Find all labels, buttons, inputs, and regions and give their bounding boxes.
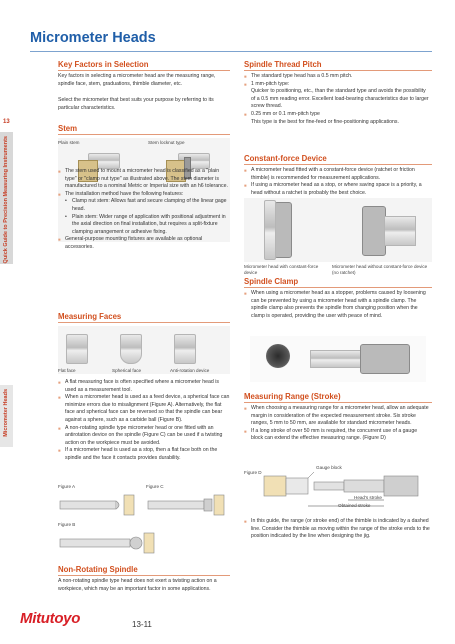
caption-plain-stem: Plain stem [58,140,80,145]
clamp-figure [250,336,426,382]
caption-without-constant-force: Micrometer head without constant-force device (no ratchet) [332,264,428,275]
gauge-block-label: Gauge block [316,465,342,470]
figure-b-diagram [58,530,168,556]
constant-force-bullet-2: ■ If using a micrometer head as a stop, or where saving space is a priority, a head without a ratchet is probably the best choice. [244,182,430,197]
anti-rotation-illustration [174,334,196,364]
caption-with-constant-force: Micrometer head with constant-force device [244,264,319,275]
stem-clamp-nut-point: • Clamp nut stem: Allows fast and secure clamping of the linear gage head. [58,198,230,213]
clamp-bullet-1: ■ When using a micrometer head as a stopper, problems caused by loosening can be prevented by using a micrometer head with a spindle clamp. The spindle clamp also prevents the spindle from changing position when the clamp is operated, providing the user with peace of mind. [244,290,430,320]
caption-flat-face: Flat face [58,368,76,373]
clamp-bullets [244,290,430,320]
non-rotating-text: A non-rotating spindle type head does not exert a twisting action on a workpiece, which may be an important factor in some applications. [58,578,217,592]
range-bullets [244,405,430,443]
clamp-sleeve-illustration [310,350,362,368]
head-stroke-label: Head's stroke [354,495,382,500]
figure-d-label: Figure D [244,470,262,475]
stem-rule [58,134,230,135]
faces-rule [58,322,230,323]
stem-plain-point: • Plain stem: Wider range of application with positional adjustment in the axial direction on final installation, but requires a split-fixture clamping arrangement or adhesive fixing. [58,214,230,237]
stem-heading: Stem [58,124,78,133]
key-factors-rule [58,70,230,71]
constant-force-bullets [244,167,430,197]
stem-bullet-2: ■ The installation method have the following features: [58,191,230,199]
faces-bullet-3: ■ A non-rotating spindle type micrometer head or one fitted with an antirotation device on the spindle (Figure C) can be used if a twisting action on the workpiece must be avoided. [58,425,230,448]
page-number: 13-11 [132,620,152,629]
side-tab-top-label: Quick Guide to Precision Measuring Instruments [3,136,9,264]
constant-force-bullet-1: ■ A micrometer head fitted with a constant-force device (ratchet or friction thimble) is recommended for measurement applications. [244,167,430,182]
thimble-with-ratchet-illustration [264,200,276,260]
pitch-bullet-2: ■ 1 mm-pitch type: [244,81,430,89]
pitch-bullet-3: ■ 0.25 mm or 0.1 mm-pitch type [244,111,430,119]
constant-force-heading: Constant-force Device [244,154,327,163]
figure-b-label: Figure B [58,522,76,527]
obtained-stroke-label: Obtained stroke [338,503,371,508]
pitch-sub-3: This type is the best for fine-feed or fine-positioning applications. [251,118,399,125]
clamp-lever-illustration [266,344,290,368]
range-heading: Measuring Range (Stroke) [244,392,341,401]
key-factors-p2: Select the micrometer that best suits your purpose by referring to its particular characteristics. [58,97,214,111]
figure-c-label: Figure C [146,484,164,489]
ratchet-thimble-illustration [274,202,292,258]
pitch-bullets [244,73,430,126]
faces-bullet-4: ■ If a micrometer head is used as a stop, then a flat face both on the spindle and the face it contacts provides durability. [58,447,230,462]
non-rotating-rule [58,575,230,576]
side-page-number: 13 [3,119,10,125]
key-factors-heading: Key Factors in Selection [58,60,149,69]
stem-bullets [58,168,230,252]
pitch-sub-2: Quicker to positioning, etc., than the standard type and avoids the possibility of a 0.5 mm reading error. Excellent load-bearing characteristics due to larger screw thread. [251,88,429,110]
range-rule [244,402,432,403]
title-rule [30,51,432,52]
key-factors-p1: Key factors in selecting a micrometer head are the measuring range, spindle face, stem, graduations, thimble diameter, etc. [58,73,216,87]
faces-bullet-1: ■ A flat measuring face is often specified where a micrometer head is used as a measurement tool. [58,379,230,394]
constant-force-rule [244,164,432,165]
stem-bullet-3: ■ General-purpose mounting fixtures are available as optional accessories. [58,236,230,251]
caption-anti-rotation: Anti-rotation device [170,368,210,373]
clamp-thimble-illustration [360,344,410,374]
figure-c-diagram [146,492,230,518]
range-bullet-1: ■ When choosing a measuring range for a micrometer head, allow an adequate margin in consideration of the expected measurement stroke. Six stroke ranges, 5 mm to 50 mm, are available for standard micrometer heads. [244,405,430,428]
range-bullet-2: ■ If a long stroke of over 50 mm is required, the concurrent use of a gauge block can extend the effective measuring range. (Figure D) [244,428,430,443]
figure-a-diagram [58,492,140,518]
side-tab-top [0,132,13,264]
spherical-face-illustration [120,334,142,364]
faces-bullet-2: ■ When a micrometer head is used as a feed device, a spherical face can minimize errors due to misalignment (Figure A). Alternatively, the flat face and spherical face can be reversed so that the spindle can bear against a sphere, such as a carbide ball (Figure B). [58,394,230,424]
mitutoyo-logo: Mitutoyo [20,610,81,627]
pitch-rule [244,70,432,71]
pitch-heading: Spindle Thread Pitch [244,60,322,69]
clamp-rule [244,287,432,288]
side-tab-bottom-label: Micrometer Heads [3,389,9,437]
thimble-no-ratchet-illustration [362,206,386,256]
faces-bullets [58,379,230,463]
pitch-bullet-1: ■ The standard type head has a 0.5 mm pitch. [244,73,430,81]
faces-heading: Measuring Faces [58,312,122,321]
constant-force-figure [244,198,432,262]
caption-stem-locknut: Stem locknut type [148,140,185,145]
range-bullet-3: ■ In this guide, the range (or stroke end) of the thimble is indicated by a dashed line. Consider the thimble as moving within the range of the stroke ends to the position indicated by the line when designing the jig. [244,518,430,541]
stem-bullet-1: ■ The stem used to mount a micrometer head is classified as a "plain type" or "clamp nut type" as illustrated above. The stem diameter is manufactured to a nominal Metric or Imperial size with an h6 tolerance. [58,168,230,191]
range-note [244,518,430,541]
clamp-heading: Spindle Clamp [244,277,299,286]
caption-spherical-face: Spherical face [112,368,142,373]
page-title: Micrometer Heads [30,30,156,46]
non-rotating-heading: Non-Rotating Spindle [58,565,138,574]
side-tab-bottom [0,385,13,447]
faces-figure [58,326,230,374]
flat-face-illustration [66,334,88,364]
figure-a-label: Figure A [58,484,76,489]
sleeve-no-ratchet-illustration [384,216,416,246]
